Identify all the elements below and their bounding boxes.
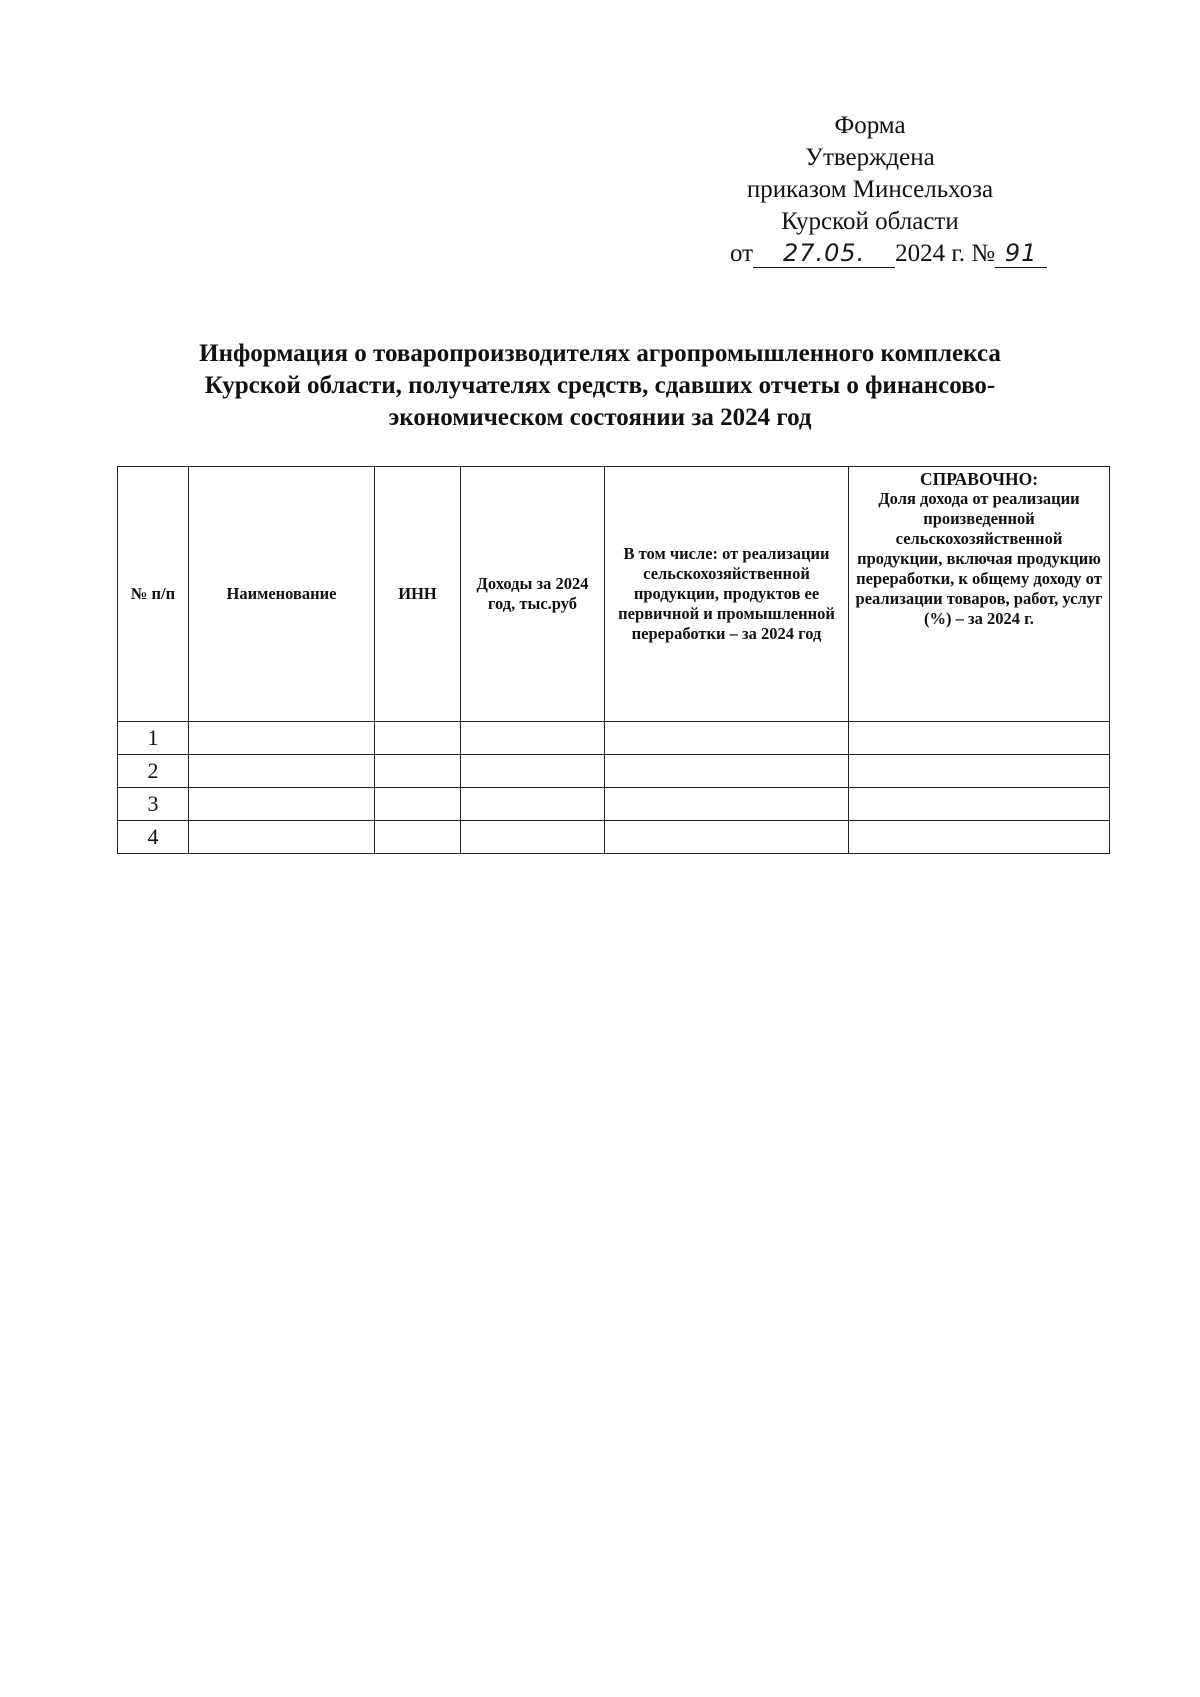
header-name: Наименование [189, 467, 375, 722]
title-line-1: Информация о товаропроизводителях агропромышленного комплекса [199, 340, 1001, 367]
table-row [118, 821, 1110, 854]
header-reference-title: СПРАВОЧНО: [919, 469, 1039, 489]
cell-income[interactable] [461, 722, 605, 755]
cell-inn[interactable] [375, 755, 461, 788]
approval-form-label: Форма [834, 112, 906, 139]
cell-inn[interactable] [375, 722, 461, 755]
cell-agri-income[interactable] [605, 755, 849, 788]
cell-agri-income[interactable] [605, 788, 849, 821]
row-num: 4 [118, 821, 189, 854]
date-prefix: от [730, 240, 754, 267]
cell-name[interactable] [189, 788, 375, 821]
number-blank [995, 240, 1047, 268]
table-row [118, 722, 1110, 755]
header-reference [849, 467, 1110, 722]
title-line-3: экономическом состоянии за 2024 год [388, 404, 812, 431]
document-title [110, 338, 1090, 434]
title-line-2: Курской области, получателях средств, сдавших отчеты о финансово- [204, 372, 996, 399]
cell-reference[interactable] [849, 821, 1110, 854]
cell-name[interactable] [189, 821, 375, 854]
date-blank [753, 240, 895, 268]
cell-reference[interactable] [849, 755, 1110, 788]
row-num: 2 [118, 755, 189, 788]
cell-income[interactable] [461, 755, 605, 788]
approval-order-label: приказом Минсельхоза [746, 176, 994, 203]
header-income: Доходы за 2024 год, тыс.руб [461, 467, 605, 722]
handwritten-number: 91 [1004, 239, 1038, 267]
cell-reference[interactable] [849, 722, 1110, 755]
table-row [118, 788, 1110, 821]
cell-inn[interactable] [375, 788, 461, 821]
approval-block [700, 110, 1040, 238]
cell-name[interactable] [189, 755, 375, 788]
cell-agri-income[interactable] [605, 722, 849, 755]
approval-approved-label: Утверждена [805, 144, 935, 171]
cell-reference[interactable] [849, 788, 1110, 821]
header-inn: ИНН [375, 467, 461, 722]
header-reference-body: Доля дохода от реализации произведенной сельскохозяйственной продукции, включая продукцию переработки, к общему доходу от реализации товаров, работ, услуг (%) – за 2024 г. [855, 489, 1103, 628]
cell-inn[interactable] [375, 821, 461, 854]
table-row [118, 755, 1110, 788]
table-header-row [118, 467, 1110, 722]
row-num: 1 [118, 722, 189, 755]
approval-region-label: Курской области [781, 208, 959, 235]
cell-income[interactable] [461, 821, 605, 854]
approval-date-line [730, 238, 1090, 270]
header-num: № п/п [118, 467, 189, 722]
cell-income[interactable] [461, 788, 605, 821]
year-number-label: 2024 г. № [895, 240, 996, 267]
handwritten-date: 27.05. [782, 239, 866, 267]
header-agri-income: В том числе: от реализации сельскохозяйственной продукции, продуктов ее первичной и промышленной переработки – за 2024 год [605, 467, 849, 722]
row-num: 3 [118, 788, 189, 821]
cell-agri-income[interactable] [605, 821, 849, 854]
producers-table [117, 466, 1110, 854]
cell-name[interactable] [189, 722, 375, 755]
